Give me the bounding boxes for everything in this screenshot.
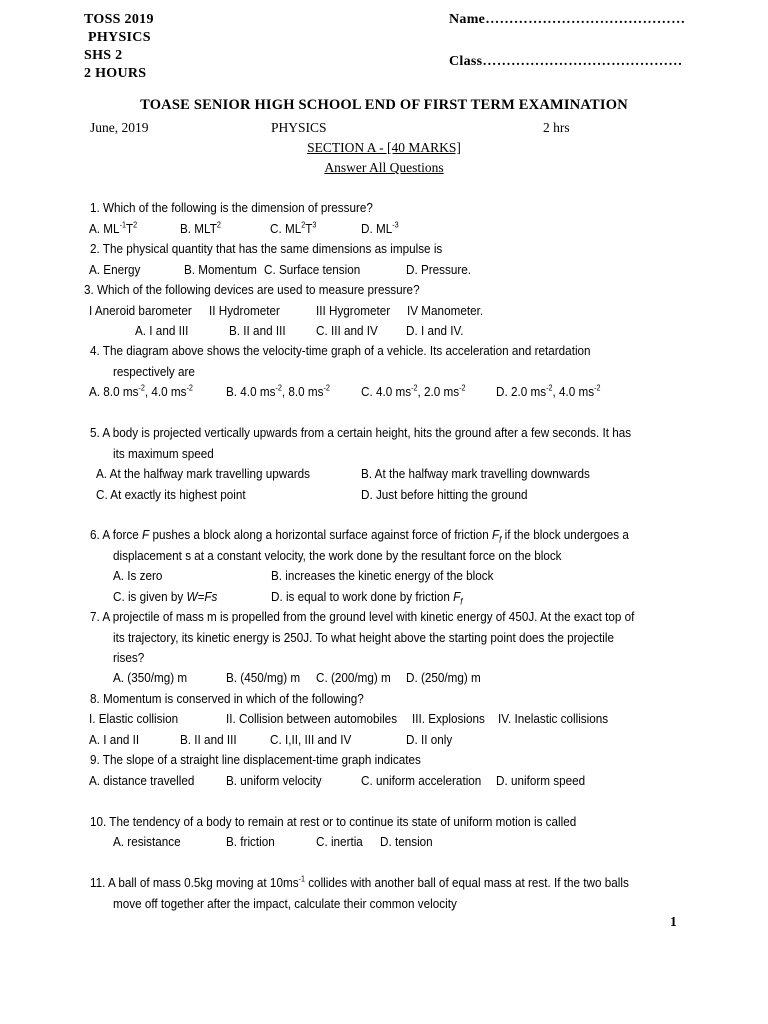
instruction: Answer All Questions xyxy=(324,160,444,175)
q4-option-c: C. 4.0 $ms^{-2}$, 2.0 $ms^{-2}$ xyxy=(361,383,466,399)
q9-option-a: A. distance travelled xyxy=(89,773,195,788)
q2-option-d: D. Pressure. xyxy=(406,262,472,277)
q2-option-b: B. Momentum xyxy=(184,262,257,277)
exam-duration: 2 hrs xyxy=(543,120,570,135)
q4-option-b: B. 4.0 $ms^{-2}$, 8.0 $ms^{-2}$ xyxy=(226,383,330,399)
q2-option-a: A. Energy xyxy=(89,262,141,277)
q5-option-d: D. Just before hitting the ground xyxy=(361,487,528,502)
q1-option-d: D. $ML^{-3}$ xyxy=(361,220,399,236)
q2-option-c: C. Surface tension xyxy=(264,262,361,277)
q11-stem-line2: move off together after the impact, calculate their common velocity xyxy=(113,896,457,911)
q10-option-b: B. friction xyxy=(226,834,275,849)
q9-option-b: B. uniform velocity xyxy=(226,773,322,788)
q10-option-c: C. inertia xyxy=(316,834,363,849)
q8-stem: 8. Momentum is conserved in which of the following? xyxy=(90,691,364,706)
q1-option-b: B. MLT$^2$ xyxy=(180,220,221,236)
q8-item-3: III. Explosions xyxy=(412,711,485,726)
class-dots: …………………………………… xyxy=(482,54,683,69)
page-number: 1 xyxy=(670,914,677,929)
q6-option-a: A. Is zero xyxy=(113,568,163,583)
q6-option-c: C. is given by W=Fs xyxy=(113,589,218,604)
q6-stem-line2: displacement s at a constant velocity, the work done by the resultant force on the block xyxy=(113,548,562,563)
q3-item-4: IV Manometer. xyxy=(407,303,484,318)
q6-option-b: B. increases the kinetic energy of the block xyxy=(271,568,494,583)
q9-stem: 9. The slope of a straight line displacement-time graph indicates xyxy=(90,752,421,767)
q1-option-c: C. $ML^2T^3$ xyxy=(270,220,317,236)
q1-option-a: A. $ML^{-1}T^2$ xyxy=(89,220,138,236)
name-field xyxy=(449,11,685,29)
q4-option-d: D. 2.0 $ms^{-2}$, 4.0 $ms^{-2}$ xyxy=(496,383,601,399)
q3-stem: 3. Which of the following devices are used to measure pressure? xyxy=(84,282,420,297)
q3-option-a: A. I and III xyxy=(135,323,189,338)
exam-date: June, 2019 xyxy=(90,120,149,135)
q8-item-2: II. Collision between automobiles xyxy=(226,711,398,726)
header-duration: 2 HOURS xyxy=(84,66,147,81)
name-dots: …………………………………… xyxy=(485,12,686,27)
q7-option-c: C. (200/mg) m xyxy=(316,670,391,685)
q10-stem: 10. The tendency of a body to remain at rest or to continue its state of uniform motion is called xyxy=(90,814,577,829)
q3-option-d: D. I and IV. xyxy=(406,323,464,338)
q7-stem-line2: its trajectory, its kinetic energy is 250J. To what height above the starting point does the projectile xyxy=(113,630,615,645)
q5-stem-line2: its maximum speed xyxy=(113,446,214,461)
q5-stem-line1: 5. A body is projected vertically upwards from a certain height, hits the ground after a few seconds. It has xyxy=(90,425,632,440)
q5-option-b: B. At the halfway mark travelling downwards xyxy=(361,466,590,481)
q10-option-d: D. tension xyxy=(380,834,433,849)
q8-option-b: B. II and III xyxy=(180,732,237,747)
q8-option-a: A. I and II xyxy=(89,732,140,747)
q8-item-4: IV. Inelastic collisions xyxy=(498,711,609,726)
q9-option-c: C. uniform acceleration xyxy=(361,773,482,788)
q7-option-d: D. (250/mg) m xyxy=(406,670,481,685)
q2-stem: 2. The physical quantity that has the same dimensions as impulse is xyxy=(90,241,443,256)
header-class-level: SHS 2 xyxy=(84,48,123,63)
q9-option-d: D. uniform speed xyxy=(496,773,586,788)
q3-item-1: I Aneroid barometer xyxy=(89,303,192,318)
q7-option-a: A. (350/mg) m xyxy=(113,670,188,685)
q3-option-c: C. III and IV xyxy=(316,323,378,338)
section-heading: SECTION A - [40 MARKS] xyxy=(307,140,461,155)
exam-subject: PHYSICS xyxy=(271,120,327,135)
name-label: Name xyxy=(449,12,486,27)
class-label: Class xyxy=(449,54,483,69)
exam-title: TOASE SENIOR HIGH SCHOOL END OF FIRST TERM EXAMINATION xyxy=(140,97,628,113)
q5-option-a: A. At the halfway mark travelling upwards xyxy=(96,466,310,481)
q4-stem-line2: respectively are xyxy=(113,364,195,379)
q4-stem-line1: 4. The diagram above shows the velocity-time graph of a vehicle. Its acceleration and retardation xyxy=(90,343,591,358)
q6-option-d: D. is equal to work done by friction $F_f$ xyxy=(271,589,463,607)
q8-item-1: I. Elastic collision xyxy=(89,711,179,726)
header-exam-code: TOSS 2019 xyxy=(84,12,154,27)
q8-option-d: D. II only xyxy=(406,732,453,747)
q7-stem-line3: rises? xyxy=(113,650,145,665)
q7-stem-line1: 7. A projectile of mass m is propelled from the ground level with kinetic energy of 450J. At the exact top of xyxy=(90,609,635,624)
q8-option-c: C. I,II, III and IV xyxy=(270,732,352,747)
q3-item-3: III Hygrometer xyxy=(316,303,391,318)
q11-stem-line1: 11. A ball of mass 0.5kg moving at $10ms^{-1}$ collides with another ball of equal mass at rest. If the two balls xyxy=(90,874,629,890)
q5-option-c: C. At exactly its highest point xyxy=(96,487,246,502)
q3-option-b: B. II and III xyxy=(229,323,286,338)
class-field xyxy=(449,53,683,71)
q7-option-b: B. (450/mg) m xyxy=(226,670,301,685)
q4-option-a: A. 8.0 $ms^{-2}$, 4.0 $ms^{-2}$ xyxy=(89,383,193,399)
q3-item-2: II Hydrometer xyxy=(209,303,280,318)
q10-option-a: A. resistance xyxy=(113,834,181,849)
q1-stem: 1. Which of the following is the dimension of pressure? xyxy=(90,200,373,215)
q6-stem-line1: 6. A force F pushes a block along a horizontal surface against force of friction $F_f$ if the block undergoes a xyxy=(90,527,629,545)
header-subject: PHYSICS xyxy=(88,30,151,45)
